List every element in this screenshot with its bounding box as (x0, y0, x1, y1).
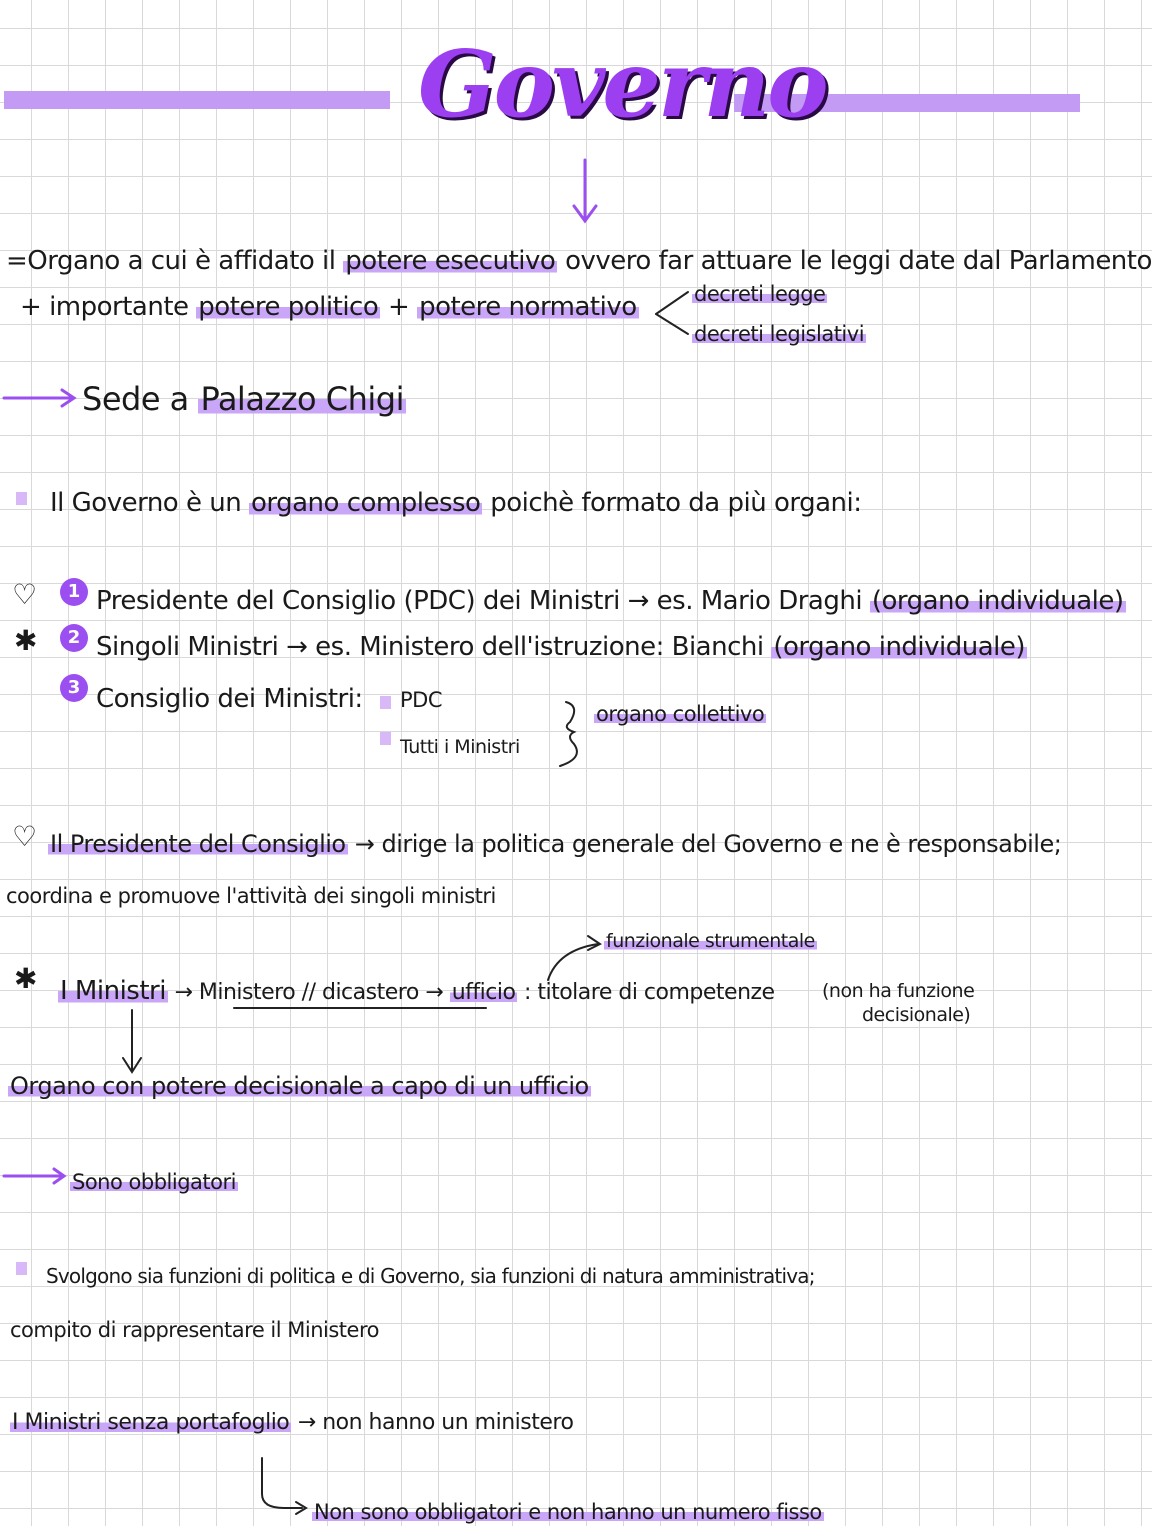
ministri-paren-2: decisionale) (862, 1004, 971, 1026)
potere-politico: potere politico (198, 292, 379, 322)
organo-complesso: organo complesso (250, 488, 481, 518)
organo-decisionale: Organo con potere decisionale a capo di un ufficio (10, 1072, 589, 1100)
importante: importante (49, 292, 189, 322)
definition-post: ovvero far attuare le leggi date dal Parlamento (565, 246, 1152, 276)
presidente-line-1 (48, 830, 1061, 858)
definition-line-2 (20, 292, 639, 322)
presidente-line-2: coordina e promuove l'attività dei singoli ministri (6, 884, 496, 908)
ministri-paren-1: (non ha funzione (822, 980, 975, 1002)
senza-post: → non hanno un ministero (297, 1410, 574, 1435)
sede-pre: Sede a (82, 380, 189, 418)
star-icon-2: ✱ (14, 962, 38, 995)
page-title: Governo (418, 30, 826, 138)
sono-obbligatori: Sono obbligatori (72, 1170, 236, 1194)
funzionale-strumentale: funzionale strumentale (606, 930, 815, 952)
definition-pre: =Organo a cui è affidato il (6, 246, 336, 276)
presidente-hl: Il Presidente del Consiglio (50, 830, 346, 858)
number-badge-3: 3 (60, 674, 88, 702)
funzioni-line-1: Svolgono sia funzioni di politica e di Governo, sia funzioni di natura amministrativa; (46, 1264, 815, 1288)
complesso-pre: Il Governo è un (50, 488, 242, 518)
plus-sign: + (20, 292, 42, 322)
sede-line (82, 380, 406, 418)
ufficio: ufficio (451, 980, 516, 1005)
organo-1-paren: (organo individuale) (871, 586, 1124, 616)
organo-2 (96, 632, 1027, 662)
organo-2-text: Singoli Ministri → es. Ministero dell'istruzione: Bianchi (96, 632, 764, 662)
funzioni-line-2: compito di rappresentare il Ministero (10, 1318, 379, 1342)
organo-3-pdc: PDC (400, 688, 442, 712)
decreti-legge: decreti legge (694, 282, 826, 306)
organo-2-paren: (organo individuale) (773, 632, 1026, 662)
number-badge-1: 1 (60, 578, 88, 606)
organo-1-text: Presidente del Consiglio (PDC) dei Ministri → es. Mario Draghi (96, 586, 863, 616)
decreti-legislativi: decreti legislativi (694, 322, 865, 346)
organo-3-tutti: Tutti i Ministri (400, 736, 520, 758)
ministri-arrow: → Ministero // dicastero → (174, 980, 444, 1005)
ultimo-line: Non sono obbligatori e non hanno un numero fisso (314, 1500, 822, 1524)
sub-bullet-2 (380, 732, 391, 745)
organo-1 (96, 586, 1126, 616)
heart-icon-2: ♡ (12, 820, 38, 853)
organo-collettivo: organo collettivo (596, 702, 765, 726)
star-icon: ✱ (14, 624, 38, 657)
number-badge-2: 2 (60, 624, 88, 652)
ministri-hl: I Ministri (60, 976, 166, 1006)
senza-hl: I Ministri senza portafoglio (12, 1410, 290, 1435)
sub-bullet-1 (380, 696, 391, 709)
bullet-square (16, 492, 27, 505)
plus-sign-2: + (388, 292, 410, 322)
complesso-post: poichè formato da più organi: (490, 488, 862, 518)
ministri-line (58, 976, 775, 1006)
presidente-post: → dirige la politica generale del Governo e ne è responsabile; (354, 830, 1062, 858)
heart-icon: ♡ (12, 578, 38, 611)
ministri-desc: : titolare di competenze (523, 980, 775, 1005)
palazzo-chigi: Palazzo Chigi (200, 380, 404, 418)
organo-3: Consiglio dei Ministri: (96, 684, 363, 714)
definition-line-1 (6, 246, 1152, 276)
potere-normativo: potere normativo (419, 292, 637, 322)
senza-line (10, 1410, 573, 1435)
potere-esecutivo: potere esecutivo (345, 246, 556, 276)
complesso-line (50, 488, 862, 518)
bullet-square-2 (16, 1262, 27, 1275)
